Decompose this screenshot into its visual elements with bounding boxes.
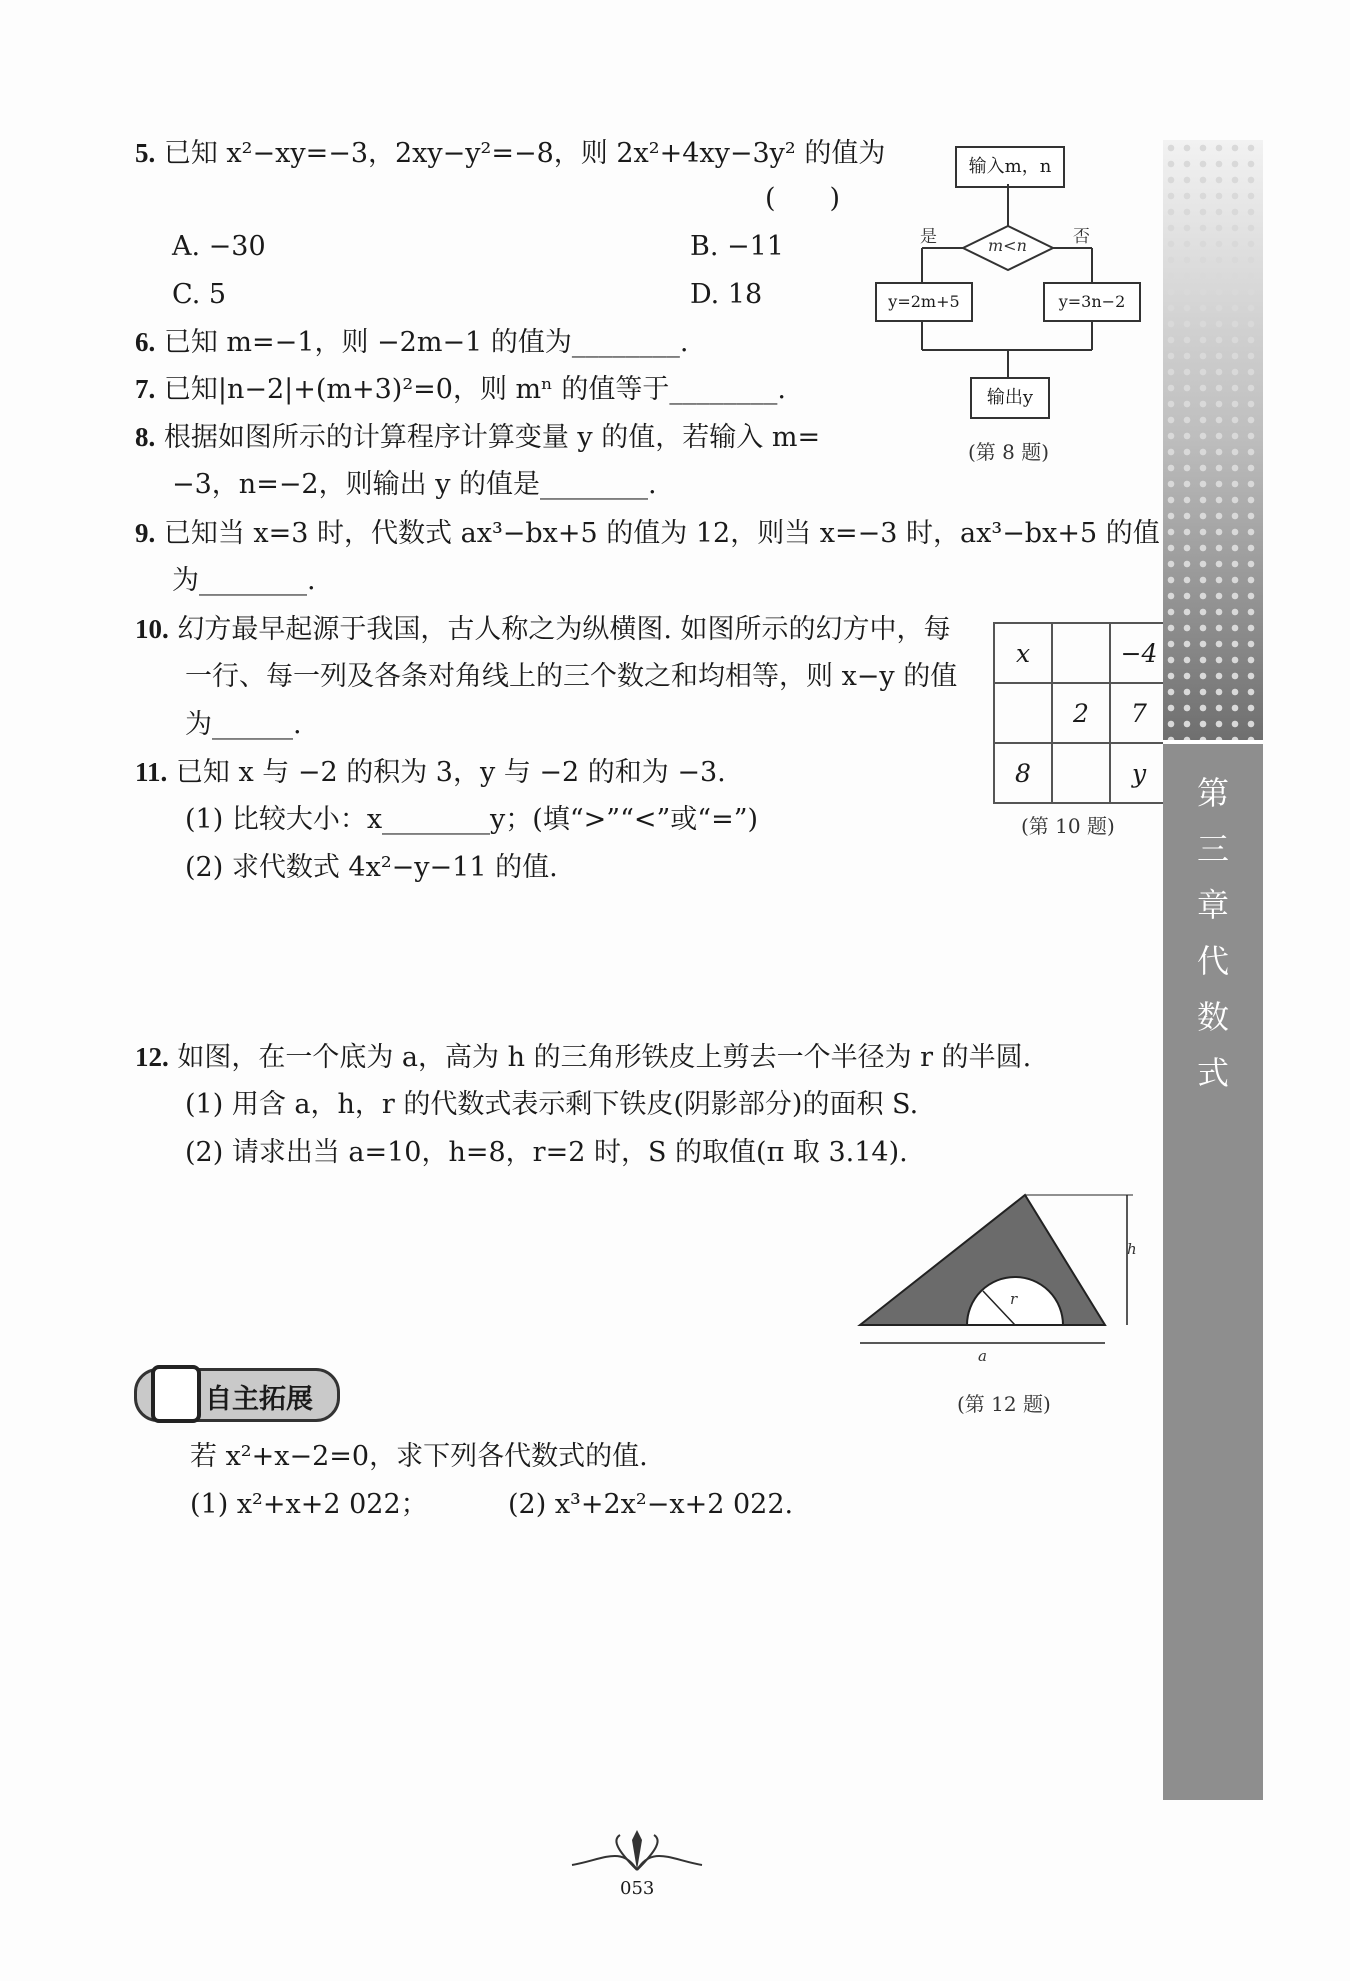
flow-yes-label: 是 bbox=[920, 227, 937, 247]
question-9: 9. 已知当 x=3 时，代数式 ax³−bx+5 的值为 12，则当 x=−3 时，ax³−bx+5 的值 bbox=[135, 518, 1160, 549]
answer-parentheses: ( ) bbox=[765, 183, 841, 214]
magic-cell: x bbox=[994, 623, 1052, 683]
extension-question: 若 x²+x−2=0，求下列各代数式的值. bbox=[190, 1441, 648, 1472]
flow-yes-box: y=2m+5 bbox=[875, 282, 973, 322]
flow-no-label: 否 bbox=[1073, 227, 1090, 247]
base-label: a bbox=[978, 1347, 987, 1365]
question-10: 10. 幻方最早起源于我国，古人称之为纵横图. 如图所示的幻方中，每 bbox=[135, 614, 951, 645]
question-12-part2: (2) 请求出当 a=10，h=8，r=2 时，S 的取值(π 取 3.14). bbox=[185, 1137, 908, 1168]
option-c: C. 5 bbox=[172, 279, 227, 310]
sidebar-divider bbox=[1163, 740, 1263, 744]
sidebar-decoration bbox=[1163, 140, 1263, 740]
question-11: 11. 已知 x 与 −2 的积为 3，y 与 −2 的和为 −3. bbox=[135, 757, 726, 788]
flow-output-box: 输出y bbox=[970, 377, 1050, 419]
question-9-cont: 为________. bbox=[172, 565, 316, 596]
flow-condition: m<n bbox=[988, 236, 1027, 255]
self-extension-banner bbox=[134, 1368, 340, 1422]
footer-ornament-icon bbox=[562, 1825, 712, 1875]
floppy-icon bbox=[151, 1365, 201, 1423]
magic-cell: y bbox=[1110, 743, 1168, 803]
figure-12-caption: (第 12 题) bbox=[957, 1392, 1051, 1416]
flow-input-box: 输入m，n bbox=[955, 146, 1065, 188]
magic-cell: 8 bbox=[994, 743, 1052, 803]
question-7: 7. 已知|n−2|+(m+3)²=0，则 mⁿ 的值等于________. bbox=[135, 374, 786, 405]
self-extension-label: 自主拓展 bbox=[205, 1384, 313, 1415]
question-10-cont2: 为______. bbox=[185, 709, 302, 740]
question-12-part1: (1) 用含 a，h，r 的代数式表示剩下铁皮(阴影部分)的面积 S. bbox=[185, 1089, 919, 1120]
magic-cell bbox=[1052, 623, 1110, 683]
question-8: 8. 根据如图所示的计算程序计算变量 y 的值，若输入 m= bbox=[135, 422, 821, 453]
option-a: A. −30 bbox=[172, 231, 266, 262]
radius-label: r bbox=[1010, 1290, 1018, 1308]
option-d: D. 18 bbox=[690, 279, 763, 310]
triangle-figure bbox=[855, 1185, 1145, 1355]
magic-cell bbox=[1052, 743, 1110, 803]
figure-8-caption: (第 8 题) bbox=[968, 440, 1050, 464]
flow-no-box: y=3n−2 bbox=[1043, 282, 1141, 322]
height-label: h bbox=[1127, 1240, 1137, 1258]
extension-part1: (1) x²+x+2 022； bbox=[190, 1489, 428, 1520]
chapter-title: 第 三 章 代 数 式 bbox=[1196, 774, 1229, 1092]
figure-10-caption: (第 10 题) bbox=[1021, 814, 1115, 838]
extension-part2: (2) x³+2x²−x+2 022. bbox=[508, 1489, 794, 1520]
page-number: 053 bbox=[620, 1878, 655, 1899]
question-8-cont: −3，n=−2，则输出 y 的值是________. bbox=[172, 469, 657, 500]
magic-cell: 2 bbox=[1052, 683, 1110, 743]
question-5: 5. 已知 x²−xy=−3，2xy−y²=−8，则 2x²+4xy−3y² 的值为 bbox=[135, 138, 886, 169]
option-b: B. −11 bbox=[690, 231, 784, 262]
question-12: 12. 如图，在一个底为 a，高为 h 的三角形铁皮上剪去一个半径为 r 的半圆. bbox=[135, 1042, 1032, 1073]
question-6: 6. 已知 m=−1，则 −2m−1 的值为________. bbox=[135, 327, 689, 358]
magic-square bbox=[993, 622, 1169, 804]
magic-cell: 7 bbox=[1110, 683, 1168, 743]
chapter-sidebar bbox=[1163, 140, 1263, 1800]
question-11-part1: (1) 比较大小：x________y；(填“>”“<”或“=”) bbox=[185, 804, 759, 835]
question-10-cont: 一行、每一列及各条对角线上的三个数之和均相等，则 x−y 的值 bbox=[185, 661, 958, 692]
question-11-part2: (2) 求代数式 4x²−y−11 的值. bbox=[185, 852, 558, 883]
magic-cell bbox=[994, 683, 1052, 743]
magic-cell: −4 bbox=[1110, 623, 1168, 683]
